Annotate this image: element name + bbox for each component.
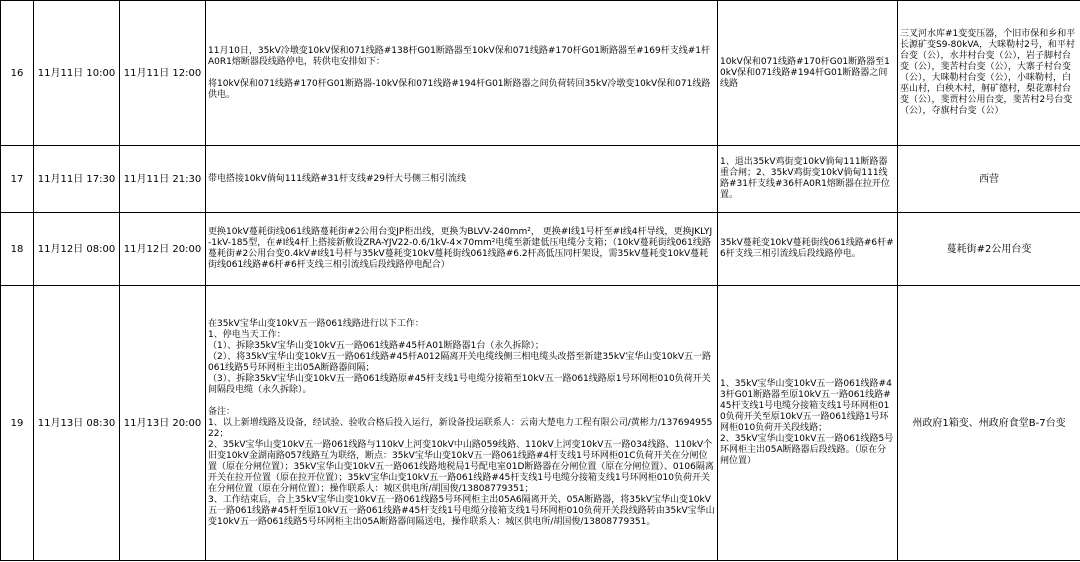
work-content: 更换10kV蔓耗街线061线路蔓耗街#2公用台变JP柜出线，更换为BLVV-240mm²， 更换#I线1号杆至#I线4杆导线，更换JKLYJ-1kV-185型，在#I线4杆上搭接新敷设ZRA-YJV22-0.6/1kV-4×70mm²电缆至新建低压电缆分支箱；（10kV蔓耗街线061线路蔓耗街#2公用台变0.4kV#I线1号杆与35kV蔓耗变10kV蔓耗街线061线路#6.2杆高低压同杆架设，需35kV蔓耗变10kV蔓耗街线061线路#6杆#6杆支线三相引流线后段线路停电配合） [206,213,718,286]
table-row [1,146,1080,213]
affected-area: 西营 [898,146,1080,213]
table-row [1,213,1080,286]
end-time: 11月12日 20:00 [120,213,206,286]
start-time: 11月12日 08:00 [34,213,120,286]
row-number: 18 [1,213,34,286]
work-content: 11月10日，35kV冷墩变10kV保和071线路#138杆G01断路器至10kV保和071线路#170杆G01断路器至#169杆支线#1杆A0R1熔断器段线路停电，转供电安排如下： 将10kV保和071线路#170杆G01断路器-10kV保和071线路#194杆G01断路器之间负荷转回35kV冷墩变10kV保和071线路供电。 [206,1,718,146]
start-time: 11月11日 10:00 [34,1,120,146]
start-time: 11月11日 17:30 [34,146,120,213]
row-number: 17 [1,146,34,213]
outage-scope: 1、35kV宝华山变10kV五一路061线路#43杆G01断路器至原10kV五一路061线路#45杆支线1号电缆分接箱支线1号环网柜010负荷开关至原10kV五一路061线路1号环网柜010负荷开关段线路； 2、35kV宝华山变10kV五一路061线路5号环网柜主出05A断路器后段线路。（原在分闸位置） [718,286,898,561]
affected-area: 州政府1箱变、州政府食堂B-7台变 [898,286,1080,561]
work-content: 在35kV宝华山变10kV五一路061线路进行以下工作： 1、停电当天工作： （1）、拆除35kV宝华山变10kV五一路061线路#45杆A01断路器1台（永久拆除）； （2）、将35kV宝华山变10kV五一路061线路#45杆A012隔离开关电缆线侧三相电缆头改搭至新建35kV宝华山变10kV五一路061线路5号环网柜主出05A断路器间隔； （3）、拆除35kV宝华山变10kV五一路061线路原#45杆支线1号电缆分接箱至10kV五一路061线路原1号环网柜010负荷开关间隔段电缆（永久拆除）。 备注： 1、以上新增线路及设备，经试验、验收合格后投入运行，新设备投运联系人：云南大楚电力工程有限公司/黄彬力/13769495522； 2、35kV宝华山变10kV五一路061线路与110kV上河变10kV中山路059线路、110kV上河变10kV五一路034线路、110kV个旧变10kV金湖南路057线路互为联络，断点：35kV宝华山变10kV五一路061线路#4杆支线1号环网柜01C负荷开关在分闸位置（原在分闸位置）；35kV宝华山变10kV五一路061线路地税局1号配电室01D断路器在分闸位置（原在分闸位置）、0106隔离开关在拉开位置（原在拉开位置）；35kV宝华山变10kV五一路061线路#45杆支线1号电缆分接箱支线1号环网柜010负荷开关在分闸位置（原在分闸位置）；操作联系人：城区供电所/胡国俊/13808779351； 3、工作结束后，合上35kV宝华山变10kV五一路061线路5号环网柜主出05A6隔离开关、05A断路器，将35kV宝华山变10kV五一路061线路#45杆至原10kV五一路061线路#45杆支线1号电缆分接箱支线1号环网柜010负荷开关段线路转由35kV宝华山变10kV五一路061线路5号环网柜主出05A断路器间隔送电，操作联系人：城区供电所/胡国俊/13808779351。 [206,286,718,561]
row-number: 19 [1,286,34,561]
table-row [1,286,1080,561]
table-row [1,1,1080,146]
outage-scope: 35kV蔓耗变10kV蔓耗街线061线路#6杆#6杆支线三相引流线后段线路停电。 [718,213,898,286]
end-time: 11月11日 21:30 [120,146,206,213]
work-content: 带电搭接10kV倘甸111线路#31杆支线#29杆大号侧三相引流线 [206,146,718,213]
end-time: 11月13日 20:00 [120,286,206,561]
start-time: 11月13日 08:30 [34,286,120,561]
row-number: 16 [1,1,34,146]
affected-area: 蔓耗街#2公用台变 [898,213,1080,286]
end-time: 11月11日 12:00 [120,1,206,146]
outage-scope: 1、退出35kV鸡街变10kV倘甸111断路器重合闸；2、35kV鸡街变10kV倘甸111线路#31杆支线#36杆A0R1熔断器在拉开位置。 [718,146,898,213]
outage-scope: 10kV保和071线路#170杆G01断路器至10kV保和071线路#194杆G01断路器之间线路 [718,1,898,146]
affected-area: 三叉河水库#1变变压器，个旧市保和乡和平长源矿变S9-80kVA，大咪勒村2号，和平村台变（公），水井村台变（公），岩子脚村台变（公），斐苦村台变（公），大寨子村台变（公），大咪勒村台变（公），小咪勒村，白巫山村，白秧木村，舸矿德村，梨花寨村台变（公），斐贾村公用台变，斐苦村2号台变（公），夺旗村台变（公） [898,1,1080,146]
